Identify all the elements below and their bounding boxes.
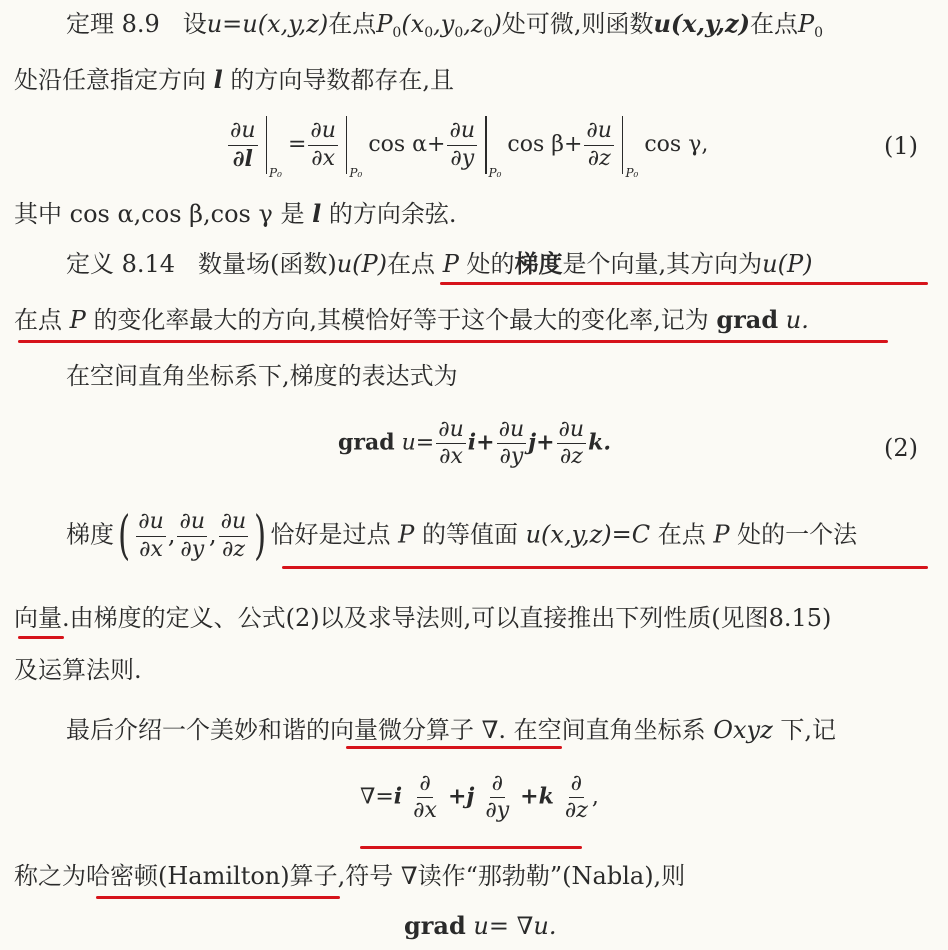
math: (x <box>401 10 425 38</box>
text: 处的 <box>466 250 515 278</box>
math: P <box>797 10 815 38</box>
red-underline <box>440 282 928 285</box>
red-underline <box>282 566 928 569</box>
math: l <box>312 199 322 228</box>
text: 设 <box>182 10 207 38</box>
term: 梯度 <box>514 249 563 278</box>
normal-vector-line-3: 及运算法则. <box>14 656 142 684</box>
red-underline <box>18 636 64 639</box>
text: 恰好是过点 <box>270 520 391 549</box>
normal-vector-line-2: 向量.由梯度的定义、公式(2)以及求导法则,可以直接推出下列性质(见图8.15) <box>14 604 832 632</box>
fraction-d-dz: $\frac{\partial}{\partial z}$ <box>564 771 588 824</box>
math: u(x,y,z)=C <box>525 520 651 549</box>
theorem-line-2 <box>14 66 454 95</box>
fraction-du-dl: $\frac{\partial u}{\partial l}$ <box>230 118 256 172</box>
text: 在点 <box>328 10 377 38</box>
text: 的等值面 <box>421 520 518 549</box>
math: P <box>376 10 393 38</box>
direction-cosine-line <box>14 200 457 229</box>
subscript: 0 <box>392 25 402 41</box>
fraction-du-dy: $\frac{\partial u}{\partial y}$ <box>498 417 525 470</box>
math: P <box>442 250 459 278</box>
text: 数量场(函数) <box>197 250 337 278</box>
fraction-du-dz: $\frac{\partial u}{\partial z}$ <box>558 417 585 470</box>
text: 在点 <box>749 10 798 38</box>
text: 处沿任意指定方向 <box>14 66 206 94</box>
text: 在点 <box>14 306 62 334</box>
fraction-du-dy: $\frac{\partial u}{\partial y}$ <box>179 509 206 562</box>
red-underline <box>18 340 888 343</box>
nabla-line-1 <box>66 716 836 745</box>
text: 梯度 <box>66 520 114 549</box>
fraction-du-dx: $\frac{\partial u}{\partial x}$ <box>138 509 164 562</box>
math: u=u(x,y,z) <box>206 10 329 38</box>
text: 下,记 <box>780 716 836 744</box>
text: 最后介绍一个美妙和谐的向量微分算子 ∇. 在空间直角坐标系 <box>66 716 706 744</box>
red-underline <box>346 746 562 749</box>
math: u(P) <box>336 250 388 278</box>
fraction-du-dz: $\frac{\partial u}{\partial z}$ <box>220 509 247 562</box>
equation-2: grad u= $\frac{\partial u}{\partial x}$ i+ $\frac{\partial u}{\partial y}$ j+ $\frac{\partial u}{\partial z}$ k. <box>338 417 611 470</box>
text: 处的一个法 <box>737 520 858 549</box>
fraction-d-dx: $\frac{\partial}{\partial x}$ <box>413 771 437 824</box>
fraction-du-dx: $\frac{\partial u}{\partial x}$ <box>438 417 464 470</box>
red-underline <box>360 846 582 849</box>
text: 在点 <box>387 250 436 278</box>
nabla-line-2: 称之为哈密顿(Hamilton)算子,符号 ∇读作“那勃勒”(Nabla),则 <box>14 862 686 890</box>
math: P <box>69 306 86 334</box>
text: 的方向导数都存在,且 <box>230 66 455 94</box>
final-formula <box>404 912 556 941</box>
math: P <box>713 520 730 549</box>
nabla-equation: ∇=i $\frac{\partial}{\partial x}$ +j $\frac{\partial}{\partial y}$ +k $\frac{\partial}{\partial z}$ , <box>360 771 599 824</box>
definition-label: 定义 8.14 <box>66 250 176 278</box>
text: 的变化率最大的方向,其模恰好等于这个最大的变化率,记为 <box>93 306 709 334</box>
math: u(x,y,z) <box>653 9 750 38</box>
fraction-du-dz: $\frac{\partial u}{\partial z}$ <box>586 118 612 171</box>
equation-number-1: (1) <box>884 132 918 160</box>
theorem-label: 定理 8.9 <box>66 10 160 38</box>
math: Oxyz <box>713 716 773 744</box>
text: 处可微,则函数 <box>501 10 654 38</box>
subscript: 0 <box>814 25 824 41</box>
coordinate-system-line: 在空间直角坐标系下,梯度的表达式为 <box>66 362 458 390</box>
math: u. <box>785 306 809 334</box>
fraction-du-dx: $\frac{\partial u}{\partial x}$ <box>310 118 336 171</box>
theorem-line-1: 定理 8.9 设u=u(x,y,z)在点$P_0(x_0,y_0,z_0)$处可微,则函数u(x,y,z)在点$P_0$ <box>66 9 824 41</box>
fraction-d-dy: $\frac{\partial}{\partial y}$ <box>485 771 510 824</box>
definition-line-2 <box>14 306 809 335</box>
equation-1: $\frac{\partial u}{\partial l}$ P₀= $\frac{\partial u}{\partial x}$ P₀cos α+ $\frac{\partial u}{\partial y}$ P₀cos β+ $\frac{\partial u}{\partial z}$ P₀cos γ, <box>226 116 708 180</box>
math: u= ∇u. <box>473 912 557 940</box>
math: grad <box>404 911 466 940</box>
equation-number-2: (2) <box>884 434 918 462</box>
math: l <box>213 65 223 94</box>
text: 在点 <box>657 520 706 549</box>
math: u(P) <box>762 250 813 278</box>
math: grad <box>716 305 779 334</box>
red-underline <box>96 896 340 899</box>
normal-vector-line-1: 梯度( $\frac{\partial u}{\partial x}$ , $\frac{\partial u}{\partial y}$ , $\frac{\partial u}{\partial z}$ ) 恰好是过点 P 的等值面 u(x,y,z)=C 在点 P 处的一个法 <box>66 506 858 566</box>
text: 其中 cos α,cos β,cos γ 是 <box>14 200 305 228</box>
definition-line-1 <box>66 250 812 279</box>
text: 是个向量,其方向为 <box>562 250 763 278</box>
math: P <box>398 520 415 549</box>
fraction-du-dy: $\frac{\partial u}{\partial y}$ <box>449 118 475 171</box>
text: 的方向余弦. <box>328 200 457 228</box>
